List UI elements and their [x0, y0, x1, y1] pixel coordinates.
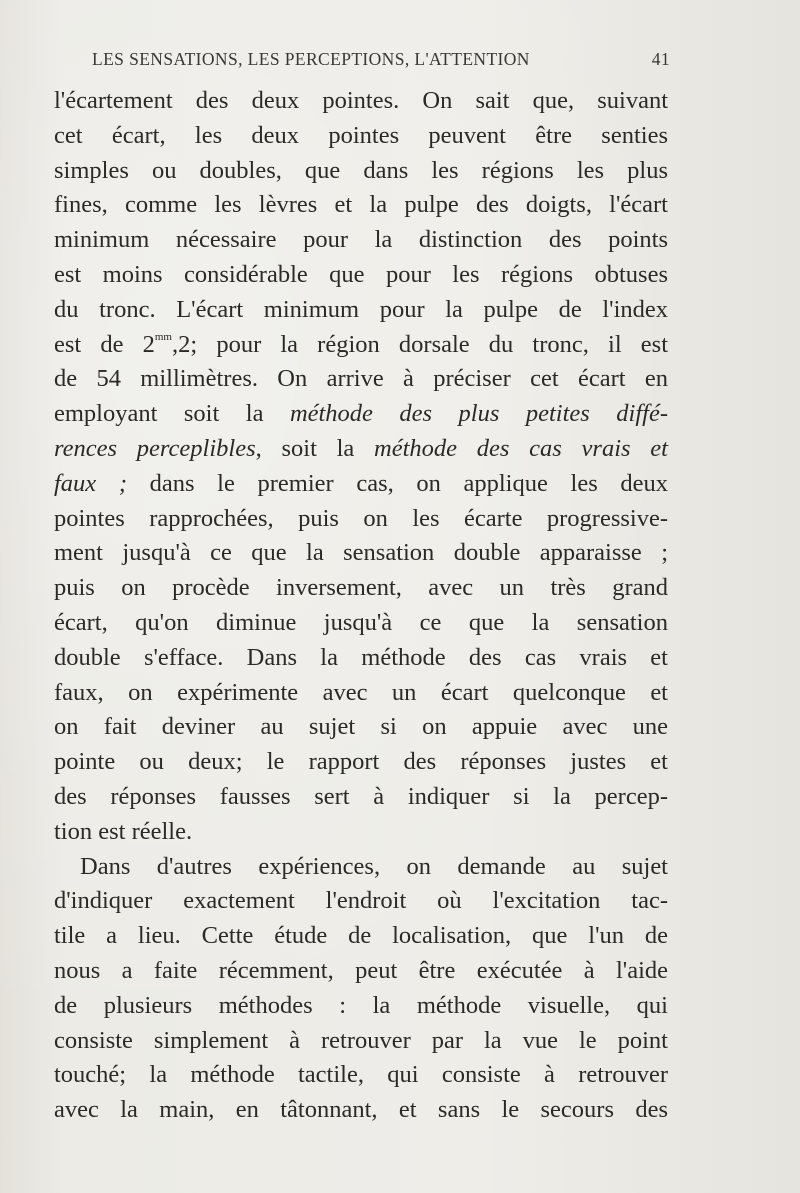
body-text [54, 84, 668, 1128]
text-line: double s'efface. Dans la méthode des cas vrais et [54, 643, 668, 671]
text-line-with-italic [54, 432, 668, 467]
text-line: fines, comme les lèvres et la pulpe des doigts, l'écart [54, 191, 668, 219]
text-line: minimum nécessaire pour la distinction des points [54, 226, 668, 254]
text-line: faux, on expérimente avec un écart quelconque et [54, 678, 668, 706]
page-number: 41 [651, 48, 670, 69]
text-fragment: est de 2 [54, 330, 155, 358]
text-line: touché; la méthode tactile, qui consiste à retrouver [54, 1061, 668, 1089]
text-fragment: ,2; pour la région dorsale du tronc, il est [172, 330, 669, 358]
text-line-with-italic [54, 397, 668, 432]
text-line: est moins considérable que pour les régions obtuses [54, 260, 668, 288]
text-line: nous a faite récemment, peut être exécutée à l'aide [54, 956, 668, 984]
text-fragment: , soit la [255, 434, 375, 462]
paragraph-2 [54, 850, 668, 1128]
text-line: puis on procède inversement, avec un très grand [54, 574, 668, 602]
running-title: LES SENSATIONS, LES PERCEPTIONS, L'ATTENTION [92, 48, 530, 69]
text-line: tile a lieu. Cette étude de localisation, que l'un de [54, 922, 668, 950]
text-fragment: dans le premier cas, on applique les deux [126, 469, 668, 497]
italic-term: méthode des cas vrais et [374, 434, 668, 462]
text-line: du tronc. L'écart minimum pour la pulpe de l'index [54, 295, 668, 323]
text-line: on fait deviner au sujet si on appuie avec une [54, 713, 668, 741]
text-line: Dans d'autres expériences, on demande au sujet [80, 852, 668, 880]
text-line: écart, qu'on diminue jusqu'à ce que la sensation [54, 608, 668, 636]
text-line: d'indiquer exactement l'endroit où l'excitation tac- [54, 887, 668, 915]
text-line: des réponses fausses sert à indiquer si la percep- [54, 782, 668, 810]
text-line: de 54 millimètres. On arrive à préciser cet écart en [54, 365, 668, 393]
text-line: cet écart, les deux pointes peuvent être senties [54, 121, 668, 149]
text-line: consiste simplement à retrouver par la vue le point [54, 1026, 668, 1054]
text-line: ment jusqu'à ce que la sensation double apparaisse ; [54, 539, 668, 567]
text-fragment: employant soit la [54, 400, 290, 428]
paragraph-1 [54, 84, 668, 850]
text-line: de plusieurs méthodes : la méthode visuelle, qui [54, 991, 668, 1019]
running-header [92, 44, 670, 74]
text-line-with-italic [54, 467, 668, 502]
italic-term: faux ; [54, 469, 127, 497]
text-line: pointes rapprochées, puis on les écarte progressive- [54, 504, 668, 532]
text-line: tion est réelle. [54, 817, 193, 845]
text-line: avec la main, en tâtonnant, et sans le secours des [54, 1096, 668, 1124]
italic-term: méthode des plus petites diffé- [289, 400, 669, 428]
text-line: pointe ou deux; le rapport des réponses justes et [54, 748, 668, 776]
millimeter-superscript: mm [154, 330, 172, 343]
text-line: simples ou doubles, que dans les régions les plus [54, 156, 668, 184]
text-line-with-superscript [54, 328, 668, 363]
italic-term: rences perceplibles [54, 434, 256, 462]
text-line: l'écartement des deux pointes. On sait que, suivant [54, 87, 668, 114]
